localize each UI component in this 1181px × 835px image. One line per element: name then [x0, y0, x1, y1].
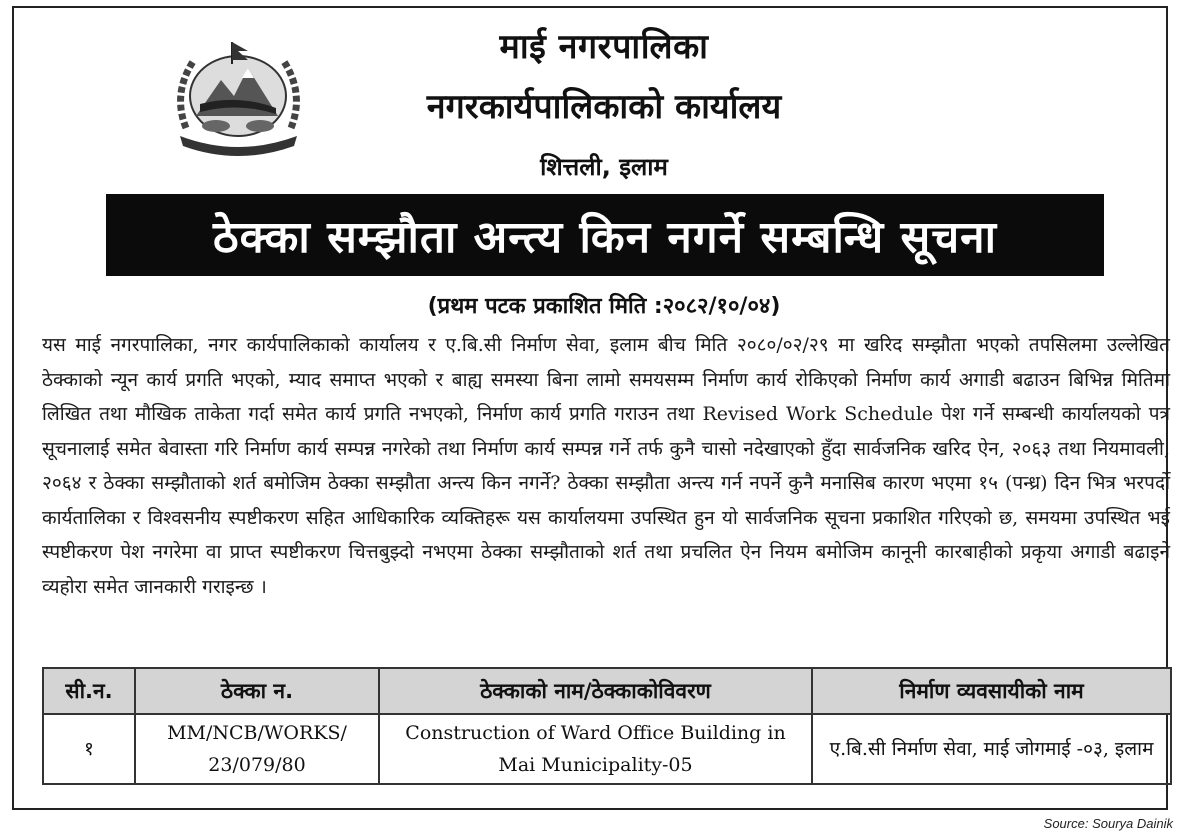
header-contractor: निर्माण व्यवसायीको नाम [812, 668, 1171, 714]
header-description: ठेक्काको नाम/ठेक्काकोविवरण [379, 668, 812, 714]
municipality-name: माई नगरपालिका [499, 27, 709, 67]
publication-date: (प्रथम पटक प्रकाशित मिति :२०८२/१०/०४) [427, 294, 781, 319]
notice-title: ठेक्का सम्झौता अन्त्य किन नगर्ने सम्बन्धि सूचना [213, 212, 997, 263]
cell-contract-no: MM/NCB/WORKS/ 23/079/80 [135, 714, 379, 784]
source-credit: Source: Sourya Dainik [1043, 816, 1173, 831]
office-location: शित्तली, इलाम [540, 153, 668, 181]
cell-contractor: ए.बि.सी निर्माण सेवा, माई जोगमाई -०३, इलाम [812, 714, 1171, 784]
header-contract-no: ठेक्का न. [135, 668, 379, 714]
notice-body: यस माई नगरपालिका, नगर कार्यपालिकाको कार्यालय र ए.बि.सी निर्माण सेवा, इलाम बीच मिति २०८०/०२/२९ मा खरिद सम्झौता भएको तपसिलमा उल्लेखित ठेक्काको न्यून कार्य प्रगति भएको, म्याद समाप्त भएको र बाह्य समस्या बिना लामो समयसम्म निर्माण कार्य रोकिएको निर्माण कार्य अगाडी बढाउन बिभिन्न मितिमा लिखित तथा मौखिक ताकेता गर्दा समेत कार्य प्रगति नभएको, निर्माण कार्य प्रगति गराउन तथा Revised Work Schedule पेश गर्ने सम्बन्धी कार्यालयको पत्र सूचनालाई समेत बेवास्ता गरि निर्माण कार्य सम्पन्न नगरेको तथा निर्माण कार्य सम्पन्न गर्ने तर्फ कुनै चासो नदेखाएको हुँदा सार्वजनिक खरिद ऐन, २०६३ तथा नियमावली, २०६४ र ठेक्का सम्झौताको शर्त बमोजिम ठेक्का सम्झौता अन्त्य किन नगर्ने? ठेक्का सम्झौता अन्त्य गर्न नपर्ने कुनै मनासिब कारण भएमा १५ (पन्ध्र) दिन भित्र भरपर्दो कार्यतालिका र विश्वसनीय स्पष्टीकरण सहित आधिकारिक व्यक्तिहरू यस कार्यालयमा उपस्थित हुन यो सार्वजनिक सूचना प्रकाशित गरिएको छ, समयमा उपस्थित भई स्पष्टीकरण पेश नगरेमा वा प्राप्त स्पष्टीकरण चित्तबुझ्दो नभएमा ठेक्का सम्झौताको शर्त तथा प्रचलित ऐन नियम बमोजिम कानूनी कारबाहीको प्रकृया अगाडी बढाइने व्यहोरा समेत जानकारी गराइन्छ । [42, 334, 1170, 598]
table-row [43, 714, 1171, 784]
cell-sn: १ [43, 714, 135, 784]
table-header-row [43, 668, 1171, 714]
notice-title-bar [106, 194, 1104, 276]
notice-frame [12, 6, 1168, 810]
cell-description: Construction of Ward Office Building in Mai Municipality-05 [379, 714, 812, 784]
contract-table [42, 667, 1172, 785]
header-sn: सी.न. [43, 668, 135, 714]
office-name: नगरकार्यपालिकाको कार्यालय [426, 87, 782, 127]
nepal-coat-of-arms-icon [166, 38, 311, 156]
